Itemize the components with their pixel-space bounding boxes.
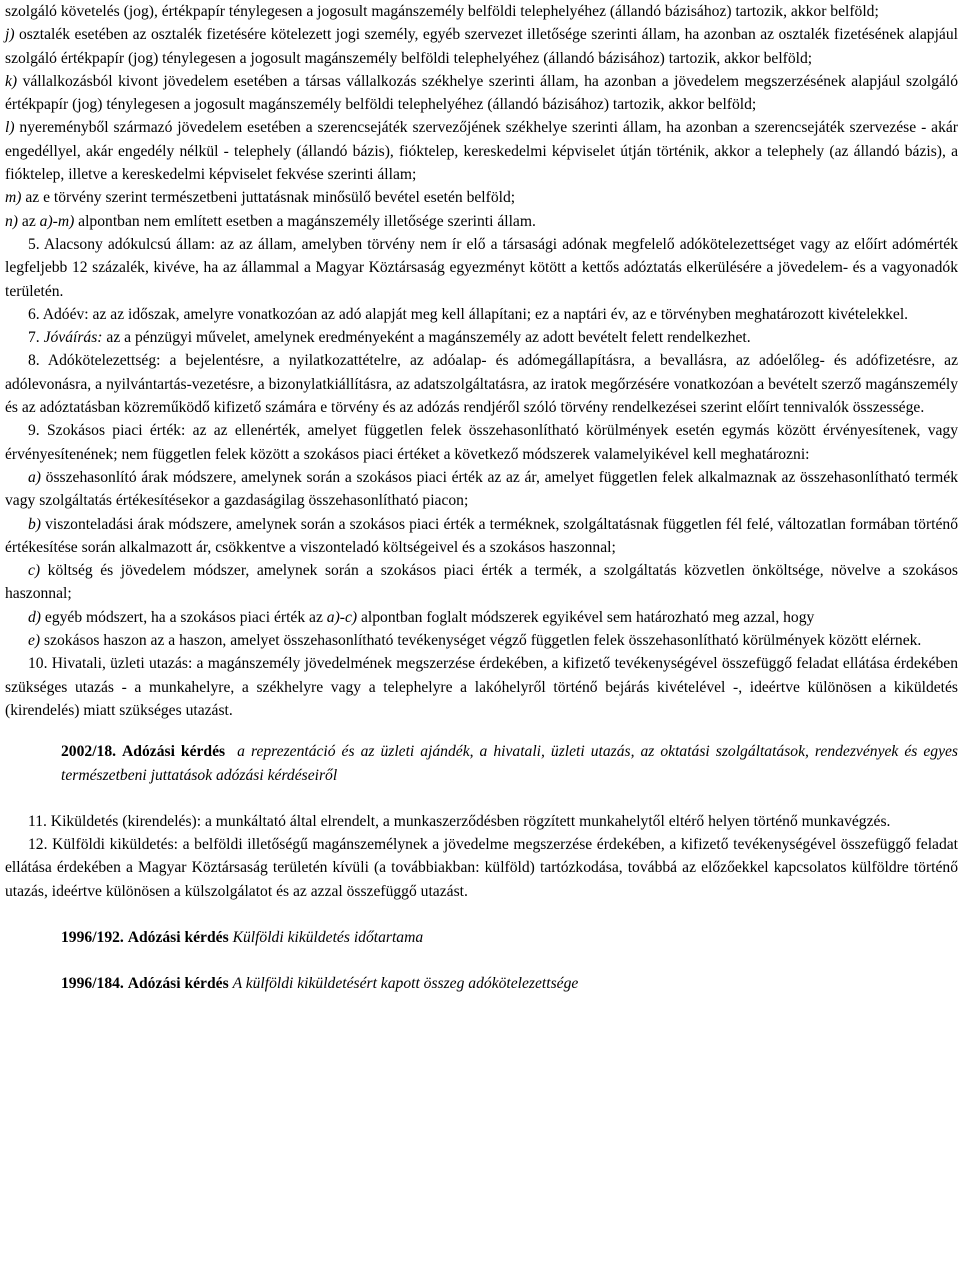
paragraph-text: az a pénzügyi művelet, amelynek eredményeként a magánszemély az adott bevételt felett rendelkezhet. xyxy=(102,329,751,347)
paragraph-text: alpontban nem említett esetben a magánszemély illetősége szerinti állam. xyxy=(74,212,536,230)
paragraph-item-b xyxy=(5,513,958,560)
paragraph-10 xyxy=(5,652,958,722)
item-range: a)-c) xyxy=(326,608,358,626)
tax-question-reference-2002-18[interactable] xyxy=(61,740,958,787)
item-marker: j) xyxy=(5,26,15,44)
paragraph-11 xyxy=(5,810,958,833)
paragraph-text: 12. Külföldi kiküldetés: a belföldi illetőségű magánszemélynek a jövedelme megszerzése érdekében, a kifizető tevékenységével összefüggő feladat ellátása érdekében a Magyar Köztársaság területén kívüli (a továbbiakban: külföld) tartózkodása, továbbá az előzőekkel kapcsolatos külföldre történő utazás, ideértve különösen a külszolgálatot és az azzal összefüggő utazást. xyxy=(5,836,958,900)
paragraph-7 xyxy=(5,326,958,349)
item-marker: e) xyxy=(28,632,41,650)
paragraph-text: szokásos haszon az a haszon, amelyet összehasonlítható tevékenységet végző független felek összehasonlítható körülmények között elérnek. xyxy=(40,632,922,650)
paragraph-text: vállalkozásból kivont jövedelem esetében a társas vállalkozás székhelye szerinti állam, ha azonban a jövedelem megszerzésének alapjául szolgáló értékpapír (jog) ténylegesen a jogosult magánszemély belföldi telephelyéhez (állandó bázisához) tartozik, akkor belföld; xyxy=(5,72,958,114)
paragraph-text: az xyxy=(18,212,40,230)
paragraph-text: 10. Hivatali, üzleti utazás: a magánszemély jövedelmének megszerzése érdekében, a kifizető tevékenységével összefüggő feladat ellátása érdekében szükséges utazás - a munkahelyre, a székhelyre vagy a telephelyre a lakóhelyről történő bejárás kivételével -, ideértve különösen a kiküldetés (kirendelés) miatt szükséges utazást. xyxy=(5,655,958,719)
paragraph-item-d xyxy=(5,606,958,629)
document-page xyxy=(5,0,958,996)
item-marker: m) xyxy=(5,189,22,207)
paragraph-text: alpontban foglalt módszerek egyikével sem határozható meg azzal, hogy xyxy=(357,608,815,626)
paragraph-text: költség és jövedelem módszer, amelynek során a szokásos piaci érték a termék, a szolgáltatás közvetlen önköltsége, növelve a szokásos haszonnal; xyxy=(5,562,958,603)
paragraph-text: 7. xyxy=(28,329,44,347)
reference-label: Adózási kérdés xyxy=(122,743,226,761)
paragraph-item-a xyxy=(5,466,958,513)
reference-title: a reprezentáció és az üzleti ajándék, a hivatali, üzleti utazás, az oktatási szolgáltatások, rendezvények és egyes természetbeni juttatások adózási kérdéseiről xyxy=(61,743,958,784)
paragraph-item-e xyxy=(5,629,958,652)
item-marker: b) xyxy=(28,515,41,533)
paragraph-text: összehasonlító árak módszere, amelynek során a szokásos piaci érték az az ár, amelyet független felek alkalmaznak az összehasonlítható termék vagy szolgáltatás értékesítésekor a gazdaságilag összehasonlítható piacon; xyxy=(5,468,958,510)
paragraph-item-l xyxy=(5,116,958,186)
paragraph-text: 9. Szokásos piaci érték: az az ellenérték, amelyet független felek összehasonlítható körülmények esetén egymás között érvényesítenek, vagy érvényesítenének; nem független felek között a szokásos piaci értéket a következő módszerek valamelyikével kell meghatározni: xyxy=(5,422,958,463)
reference-title: Külföldi kiküldetés időtartama xyxy=(232,928,424,946)
tax-question-reference-1996-184[interactable] xyxy=(61,972,958,995)
paragraph-continuation xyxy=(5,0,958,23)
reference-title: A külföldi kiküldetésért kapott összeg adókötelezettsége xyxy=(232,975,579,993)
paragraph-text: 5. Alacsony adókulcsú állam: az az állam, amelyben törvény nem ír elő a társasági adónak megfelelő adókötelezettséget vagy az előírt adómérték legfeljebb 12 százalék, kivéve, ha az állammal a Magyar Köztársaság egyezményt kötött a kettős adóztatás elkerülésére a jövedelem- és a vagyonadók területén. xyxy=(5,235,958,300)
tax-question-reference-1996-192[interactable] xyxy=(61,926,958,949)
paragraph-text: nyereményből származó jövedelem esetében a szerencsejáték szervezőjének székhelye szerinti állam, ha azonban a szerencsejáték szervezése - akár engedéllyel, akár engedély nélkül - telephely (állandó bázis), fióktelep, kereskedelmi képviselet útján történik, akkor a telephely (az állandó bázis), a fióktelep, illetve a kereskedelmi képviselet fekvése szerinti állam; xyxy=(5,119,958,184)
paragraph-item-m xyxy=(5,186,958,209)
item-marker: d) xyxy=(28,608,41,626)
reference-number: 1996/184. xyxy=(61,975,124,993)
reference-label: Adózási kérdés xyxy=(127,975,229,993)
paragraph-text: 11. Kiküldetés (kirendelés): a munkáltató által elrendelt, a munkaszerződésben rögzített munkahelytől eltérő helyen történő munkavégzés. xyxy=(28,812,891,830)
paragraph-text: osztalék esetében az osztalék fizetésére kötelezett jogi személy, egyéb szervezet illetősége szerinti állam, ha azonban az osztalék fizetésének alapjául szolgáló értékpapír (jog) ténylegesen a jogosult magánszemély belföldi telephelyéhez (állandó bázisához) tartozik, akkor belföld; xyxy=(5,26,958,67)
paragraph-text: 6. Adóév: az az időszak, amelyre vonatkozóan az adó alapját meg kell állapítani; ez a naptári év, az e törvényben meghatározott kivételekkel. xyxy=(28,305,909,323)
item-marker: l) xyxy=(5,119,15,137)
paragraph-6 xyxy=(5,303,958,326)
reference-number: 1996/192. xyxy=(61,928,124,946)
paragraph-text: egyéb módszert, ha a szokásos piaci érték az xyxy=(41,608,327,626)
paragraph-text: 8. Adókötelezettség: a bejelentésre, a nyilatkozattételre, az adóalap- és adómegállapításra, a bevallásra, az adóelőleg- és adófizetésre, az adólevonásra, a nyilvántartás-vezetésre, a bizonylatkiállításra, az adatszolgáltatásra, az iratok megőrzésére vonatkozóan a bevételt szerző magánszemély és az adóztatásban közreműködő kifizető számára e törvény és az adózás rendjéről szóló törvény rendelkezései szerint előírt tennivalók összessége. xyxy=(5,352,958,417)
item-marker: k) xyxy=(5,72,18,90)
paragraph-item-k xyxy=(5,70,958,117)
item-marker: n) xyxy=(5,212,18,230)
item-marker: a) xyxy=(28,468,41,486)
reference-label: Adózási kérdés xyxy=(127,928,229,946)
paragraph-item-j xyxy=(5,23,958,70)
paragraph-text: az e törvény szerint természetbeni juttatásnak minősülő bevétel esetén belföld; xyxy=(21,189,516,207)
paragraph-9 xyxy=(5,419,958,466)
paragraph-8 xyxy=(5,349,958,419)
paragraph-item-n xyxy=(5,210,958,233)
term: Jóváírás: xyxy=(43,329,103,347)
item-range: a)-m) xyxy=(39,212,75,230)
paragraph-text: viszonteladási árak módszere, amelynek során a szokásos piaci érték a terméknek, szolgáltatásnak független fél felé, változatlan formában történő értékesítése során alkalmazott ár, csökkentve a viszonteladó költségeivel és a szokásos haszonnal; xyxy=(5,515,958,556)
paragraph-text: szolgáló követelés (jog), értékpapír ténylegesen a jogosult magánszemély belföldi telephelyéhez (állandó bázisához) tartozik, akkor belföld; xyxy=(5,3,879,20)
paragraph-5 xyxy=(5,233,958,303)
paragraph-item-c xyxy=(5,559,958,606)
item-marker: c) xyxy=(28,562,41,580)
reference-number: 2002/18. xyxy=(61,743,117,761)
paragraph-12 xyxy=(5,833,958,903)
